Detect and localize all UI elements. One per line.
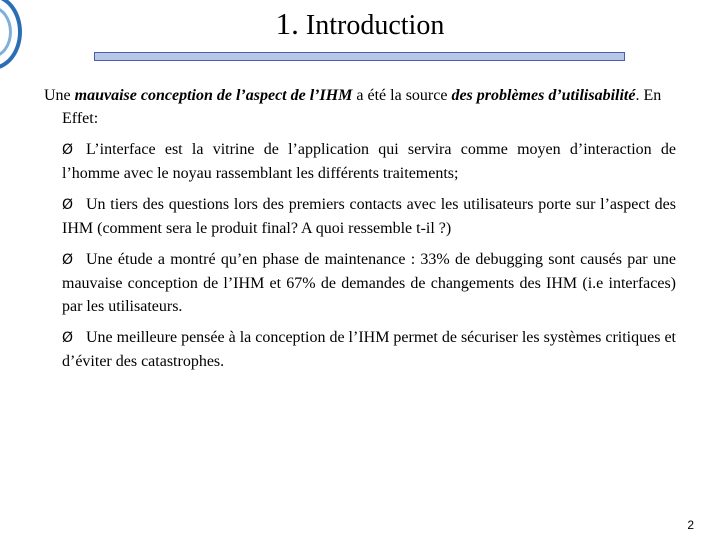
intro-text-3: . En Effet:: [62, 87, 662, 127]
bullet-text: Une étude a montré qu’en phase de maintenance : 33% de debugging sont causés par une mauvaise conception de l’IHM et 67% de demandes de changements des IHM (i.e interfaces) par les utilisateurs.: [62, 251, 676, 315]
bullet-item: [62, 193, 676, 240]
bullet-text: L’interface est la vitrine de l’application qui servira comme moyen d’interaction de l’homme avec le noyau rassemblant les différents traitements;: [62, 141, 676, 182]
page-number: 2: [687, 518, 694, 532]
intro-paragraph: [44, 84, 676, 130]
title-text: Introduction: [305, 10, 445, 41]
bullet-arrow-icon: Ø: [62, 252, 74, 268]
bullet-item: [62, 248, 676, 318]
intro-text-2: a été la source: [352, 87, 452, 104]
slide-body: [44, 84, 676, 373]
intro-text-1: Une: [44, 87, 75, 104]
bullet-item: [62, 138, 676, 185]
bullet-text: Un tiers des questions lors des premiers contacts avec les utilisateurs porte sur l’aspect des IHM (comment sera le produit final? A quoi ressemble t-il ?): [62, 196, 676, 237]
bullet-text: Une meilleure pensée à la conception de l’IHM permet de sécuriser les systèmes critiques et d’éviter des catastrophes.: [62, 329, 676, 370]
intro-emphasis-2: des problèmes d’utilisabilité: [451, 87, 636, 104]
bullet-arrow-icon: Ø: [62, 142, 74, 158]
title-number: 1.: [275, 6, 299, 41]
intro-emphasis-1: mauvaise conception de l’aspect de l’IHM: [74, 87, 353, 104]
bullet-arrow-icon: Ø: [62, 330, 74, 346]
title-underline-bar: [94, 52, 625, 61]
bullet-item: [62, 326, 676, 373]
bullet-arrow-icon: Ø: [62, 197, 74, 213]
slide-title: [0, 6, 720, 44]
